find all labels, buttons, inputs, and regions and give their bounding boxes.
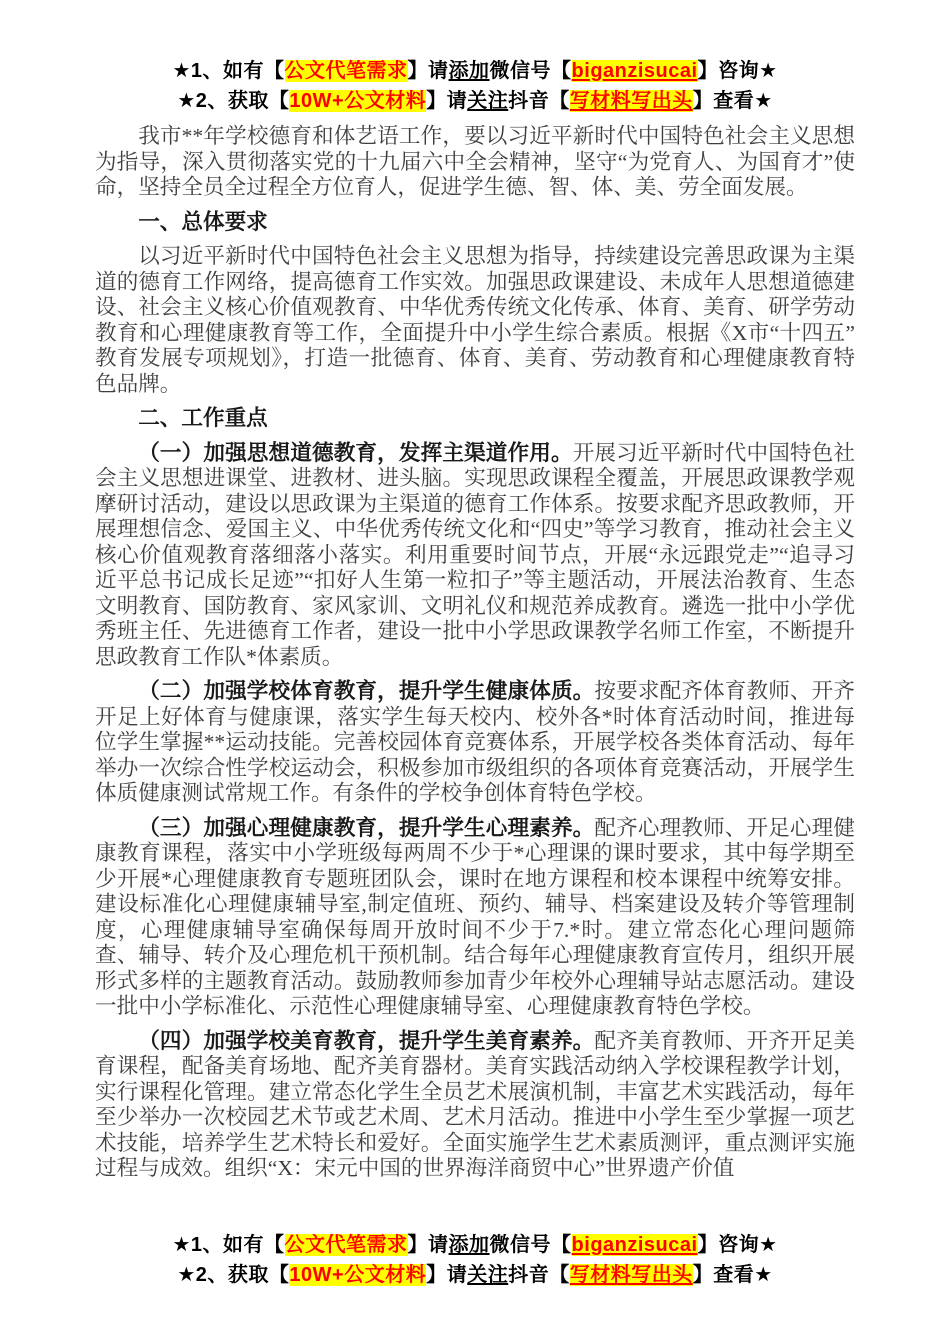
item-body: 按要求配齐体育教师、开齐开足上好体育与健康课，落实学生每天校内、校外各*时体育活动时间，推进每位学生掌握**运动技能。完善校园体育竞赛体系，开展学校各类体育活动、每年举办一次综合性学校运动会，积极参加市级组织的各项体育竞赛活动，开展学生体质健康测试常规工作。有条件的学校争创体育特色学校。 bbox=[95, 679, 855, 805]
promo-action-add: 添加 bbox=[448, 1234, 490, 1256]
promo-text: 】咨询★ bbox=[697, 60, 778, 82]
promo-action-add: 添加 bbox=[448, 60, 490, 82]
item-body: 配齐美育教师、开齐开足美育课程，配备美育场地、配齐美育器材。美育实践活动纳入学校课程教学计划，实行课程化管理。建立常态化学生全员艺术展演机制，丰富艺术实践活动，每年至少举办一次校园艺术节或艺术周、艺术月活动。推进中小学生至少掌握一项艺术技能，培养学生艺术特长和爱好。全面实施学生艺术素质测评，重点测评实施过程与成效。组织“X：宋元中国的世界海洋商贸中心”世界遗产价值 bbox=[95, 1028, 855, 1180]
item-lead: （三）加强心理健康教育，提升学生心理素养。 bbox=[138, 815, 595, 840]
promo-text: ★2、获取【 bbox=[177, 90, 290, 112]
section1-paragraph: 以习近平新时代中国特色社会主义思想为指导，持续建设完善思政课为主渠道的德育工作网络，提高德育工作实效。加强思政课建设、未成年人思想道德建设、社会主义核心价值观教育、中华优秀传统文化传承、体育、美育、研学劳动教育和心理健康教育等工作，全面提升中小学生综合素质。根据《X市“十四五”教育发展专项规划》，打造一批德育、体育、美育、劳动教育和心理健康教育特色品牌。 bbox=[95, 244, 855, 396]
promo-douyin-id: 写材料写出头 bbox=[569, 90, 693, 112]
promo-action-follow: 关注 bbox=[467, 1264, 509, 1286]
item-body: 开展习近平新时代中国特色社会主义思想进课堂、进教材、进头脑。实现思政课程全覆盖，开展思政课教学观摩研讨活动，建设以思政课为主渠道的德育工作体系。按要求配齐思政教师，开展理想信念、爱国主义、中华优秀传统文化和“四史”等学习教育，推动社会主义核心价值观教育落细落小落实。利用重要时间节点，开展“永远跟党走”“追寻习近平总书记成长足迹”“扣好人生第一粒扣子”等主题活动，开展法治教育、生态文明教育、国防教育、家风家训、文明礼仪和规范养成教育。遴选一批中小学优秀班主任、先进德育工作者，建设一批中小学思政课教学名师工作室，不断提升思政教育工作队*体素质。 bbox=[95, 440, 855, 669]
promo-header-line-1 bbox=[95, 56, 855, 86]
promo-footer bbox=[0, 1230, 950, 1290]
promo-text: 抖音【 bbox=[508, 1264, 570, 1286]
promo-douyin-id: 写材料写出头 bbox=[569, 1264, 693, 1286]
item-paragraph-physical-education bbox=[95, 679, 855, 807]
promo-keyword-materials: 10W+公文材料 bbox=[289, 90, 427, 112]
item-paragraph-aesthetic-education bbox=[95, 1029, 855, 1182]
section-heading-overall-requirements: 一、总体要求 bbox=[138, 209, 268, 234]
promo-keyword-ghostwriting: 公文代笔需求 bbox=[284, 60, 408, 82]
promo-wechat-id: biganzisucai bbox=[571, 60, 698, 82]
promo-keyword-ghostwriting: 公文代笔需求 bbox=[284, 1234, 408, 1256]
promo-text: 】请 bbox=[407, 1234, 449, 1256]
promo-keyword-materials: 10W+公文材料 bbox=[289, 1264, 427, 1286]
promo-text: 抖音【 bbox=[508, 90, 570, 112]
promo-text: 】请 bbox=[426, 90, 468, 112]
promo-text: 微信号【 bbox=[489, 60, 572, 82]
promo-text: 】请 bbox=[407, 60, 449, 82]
promo-text: ★1、如有【 bbox=[172, 60, 285, 82]
item-paragraph-moral-education bbox=[95, 441, 855, 671]
promo-text: 】查看★ bbox=[692, 90, 773, 112]
promo-text: 微信号【 bbox=[489, 1234, 572, 1256]
item-body: 配齐心理教师、开足心理健康教育课程，落实中小学班级每两周不少于*心理课的课时要求，其中每学期至少开展*心理健康教育专题班团队会，课时在地方课程和校本课程中统筹安排。建设标准化心理健康辅导室,制定值班、预约、辅导、档案建设及转介等管理制度，心理健康辅导室确保每周开放时间不少于7.*时。建立常态化心理问题筛查、辅导、转介及心理危机干预机制。结合每年心理健康教育宣传月，组织开展形式多样的主题教育活动。鼓励教师参加青少年校外心理辅导站志愿活动。建设一批中小学标准化、示范性心理健康辅导室、心理健康教育特色学校。 bbox=[95, 815, 855, 1018]
promo-header bbox=[95, 56, 855, 116]
promo-header-line-2 bbox=[95, 86, 855, 116]
promo-footer-line-2 bbox=[0, 1260, 950, 1290]
promo-text: 】查看★ bbox=[692, 1264, 773, 1286]
promo-text: 】咨询★ bbox=[697, 1234, 778, 1256]
promo-text: ★2、获取【 bbox=[177, 1264, 290, 1286]
promo-wechat-id: biganzisucai bbox=[571, 1234, 698, 1256]
promo-text: ★1、如有【 bbox=[172, 1234, 285, 1256]
item-lead: （一）加强思想道德教育，发挥主渠道作用。 bbox=[138, 440, 573, 465]
item-lead: （四）加强学校美育教育，提升学生美育素养。 bbox=[138, 1028, 595, 1053]
item-paragraph-mental-health-education bbox=[95, 816, 855, 1020]
section-heading-work-priorities: 二、工作重点 bbox=[138, 406, 268, 430]
item-lead: （二）加强学校体育教育，提升学生健康体质。 bbox=[138, 679, 595, 703]
promo-action-follow: 关注 bbox=[467, 90, 509, 112]
document-body bbox=[95, 124, 855, 1182]
promo-text: 】请 bbox=[426, 1264, 468, 1286]
promo-footer-line-1 bbox=[0, 1230, 950, 1260]
intro-paragraph: 我市**年学校德育和体艺语工作，要以习近平新时代中国特色社会主义思想为指导，深入贯彻落实党的十九届六中全会精神，坚守“为党育人、为国育才”使命，坚持全员全过程全方位育人，促进学生德、智、体、美、劳全面发展。 bbox=[95, 124, 855, 199]
